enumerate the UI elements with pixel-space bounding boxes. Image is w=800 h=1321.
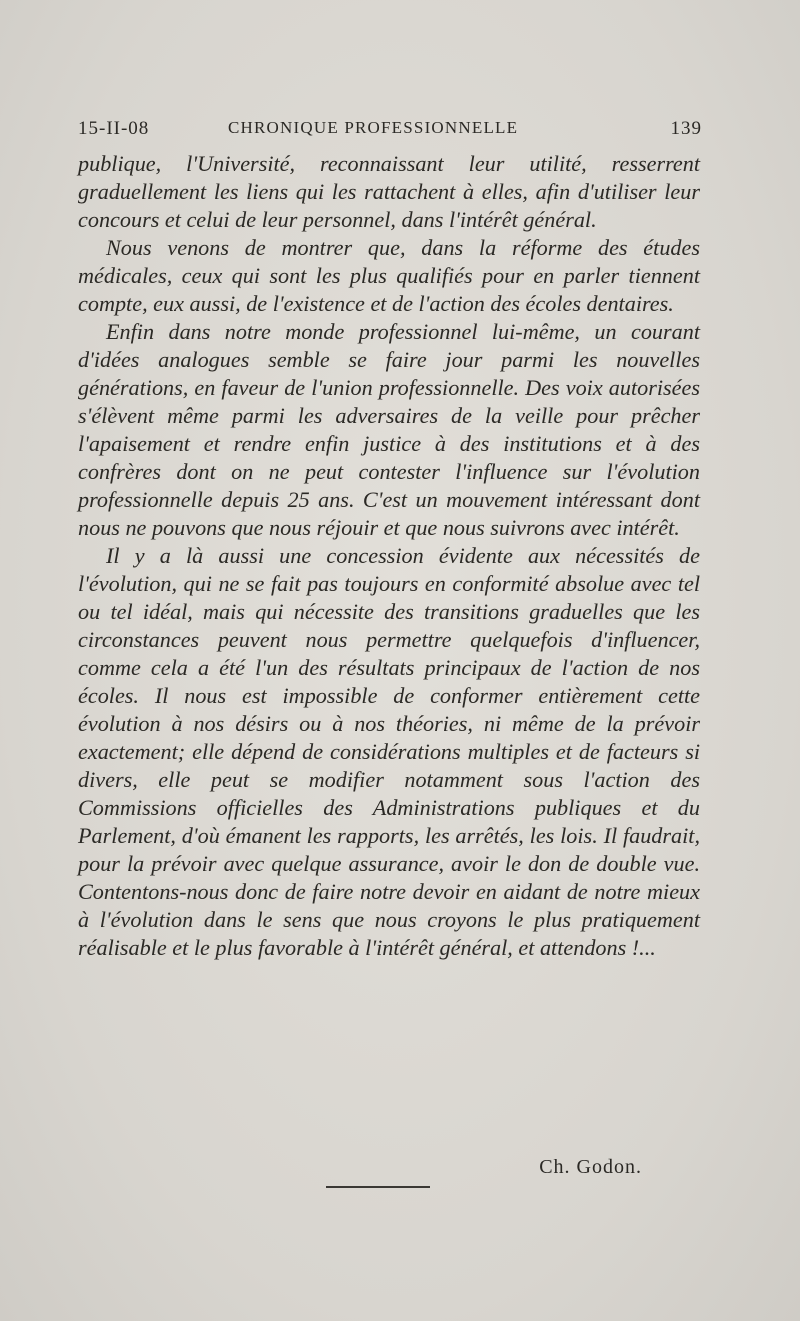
running-header <box>78 118 702 146</box>
header-date: 15-II-08 <box>78 118 150 139</box>
paragraph: Enfin dans notre monde professionnel lui-même, un courant d'idées analogues semble se faire jour parmi les nouvelles générations, en faveur de l'union professionnelle. Des voix autorisées s'élèvent même parmi les adversaires de la veille pour prêcher l'apaisement et rendre enfin justice à des institutions et à des confrères dont on ne peut contester l'influence sur l'évolution professionnelle depuis 25 ans. C'est un mouvement intéressant dont nous ne pouvons que nous réjouir et que nous suivrons avec intérêt. <box>78 319 700 540</box>
author-signature: Ch. Godon. <box>539 1156 642 1178</box>
header-title: CHRONIQUE PROFESSIONNELLE <box>228 118 519 137</box>
page-number: 139 <box>670 118 702 139</box>
paragraph: publique, l'Université, reconnaissant leur utilité, resserrent graduellement les liens qui les rattachent à elles, afin d'utiliser leur concours et celui de leur personnel, dans l'intérêt général. <box>78 151 700 232</box>
body-text <box>78 150 700 962</box>
paragraph: Nous venons de montrer que, dans la réforme des études médicales, ceux qui sont les plus qualifiés pour en parler tiennent compte, eux aussi, de l'existence et de l'action des écoles dentaires. <box>78 235 700 316</box>
section-divider <box>326 1186 430 1188</box>
paragraph: Il y a là aussi une concession évidente aux nécessités de l'évolution, qui ne se fait pas toujours en conformité absolue avec tel ou tel idéal, mais qui nécessite des transitions graduelles que les circonstances peuvent nous permettre quelquefois d'influencer, comme cela a été l'un des résultats principaux de l'action de nos écoles. Il nous est impossible de conformer entièrement cette évolution à nos désirs ou à nos théories, ni même de la prévoir exactement; elle dépend de considérations multiples et de facteurs si divers, elle peut se modifier notamment sous l'action des Commissions officielles des Administrations publiques et du Parlement, d'où émanent les rapports, les arrêtés, les lois. Il faudrait, pour la prévoir avec quelque assurance, avoir le don de double vue. Contentons-nous donc de faire notre devoir en aidant de notre mieux à l'évolution dans le sens que nous croyons le plus pratiquement réalisable et le plus favorable à l'intérêt général, et attendons !... <box>78 543 700 960</box>
